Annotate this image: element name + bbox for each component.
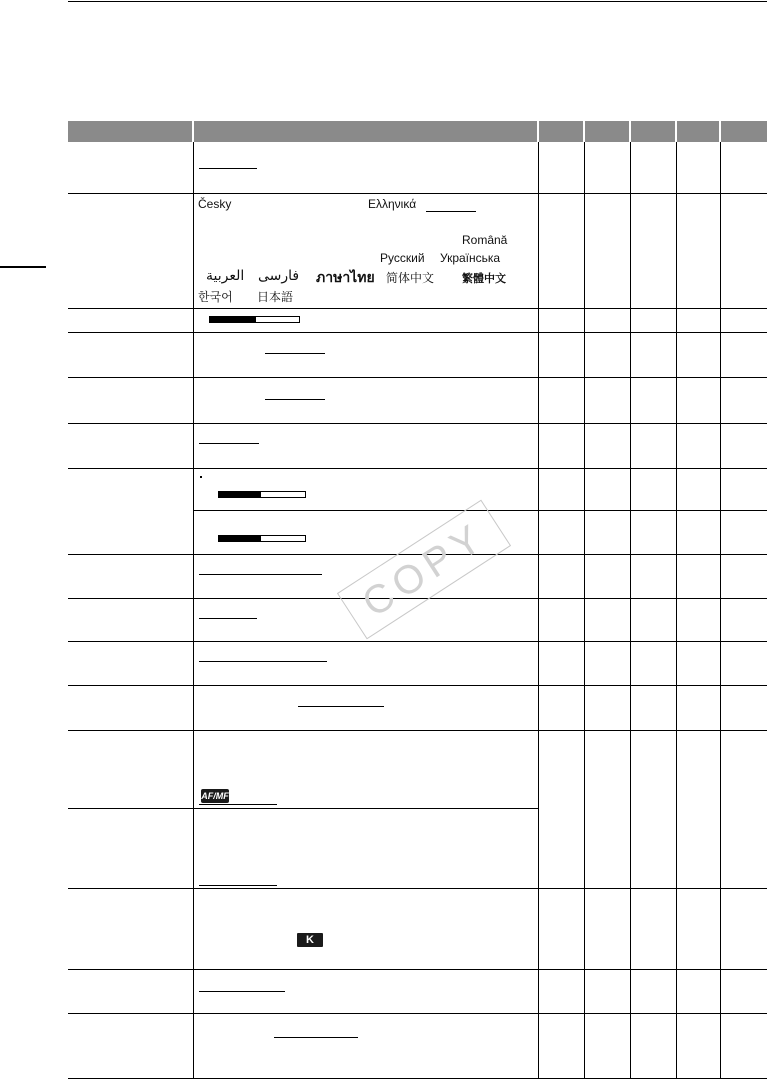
af-mf-icon: AF/MF: [201, 791, 229, 801]
header-cell-col-3: [631, 121, 675, 142]
side-tab-marker: [0, 266, 46, 268]
row-separator: [68, 888, 767, 889]
row-separator: [68, 193, 767, 194]
row-separator: [68, 808, 539, 809]
header-cell-menu-item: [68, 121, 192, 142]
default-value-underline: [426, 211, 476, 212]
default-value-underline: [265, 353, 325, 354]
column-divider: [720, 142, 721, 1079]
column-divider: [676, 142, 677, 1079]
top-rule: [68, 1, 767, 2]
default-value-underline: [265, 399, 325, 400]
header-cell-col-1: [539, 121, 583, 142]
default-value-underline: [199, 618, 257, 619]
level-bar-fill: [210, 317, 256, 322]
lang-option-japanese: 日本語: [257, 290, 294, 304]
level-bar-fill: [219, 536, 261, 541]
row-separator: [68, 1013, 767, 1014]
lang-option-traditional-chinese: 繁體中文: [462, 273, 506, 285]
column-divider: [538, 142, 539, 1079]
lang-option-russian: Русский: [380, 251, 425, 265]
column-divider: [630, 142, 631, 1079]
header-cell-col-2: [585, 121, 629, 142]
lang-option-simplified-chinese: 简体中文: [386, 271, 435, 285]
column-divider: [584, 142, 585, 1079]
lang-option-persian: فارسی: [258, 267, 300, 283]
default-value-underline: [199, 443, 259, 444]
row-separator: [68, 641, 767, 642]
default-value-underline: [199, 574, 322, 575]
default-value-underline: [199, 991, 285, 992]
row-separator: [68, 332, 767, 333]
lang-option-czech: Česky: [198, 197, 232, 211]
level-bar: [209, 316, 300, 323]
row-separator: [68, 423, 767, 424]
level-bar: [218, 535, 306, 542]
lang-option-thai: ภาษาไทย: [316, 269, 375, 285]
row-separator: [68, 685, 767, 686]
header-cell-setting-options: [194, 121, 537, 142]
row-separator: [68, 308, 767, 309]
default-value-underline: [298, 706, 384, 707]
copy-watermark: COPY: [337, 500, 511, 640]
marker-dot: [200, 476, 202, 478]
level-bar: [218, 491, 306, 498]
lang-option-korean: 한국어: [198, 290, 233, 304]
column-divider: [193, 142, 194, 1079]
row-separator: [68, 969, 767, 970]
level-bar-fill: [219, 492, 261, 497]
header-cell-col-5: [721, 121, 767, 142]
row-separator: [68, 468, 767, 469]
default-value-underline: [199, 804, 277, 805]
lang-option-greek: Ελληνικά: [368, 197, 417, 211]
k-icon: K: [297, 933, 323, 947]
row-separator: [68, 377, 767, 378]
default-value-underline: [199, 168, 257, 169]
lang-option-ukrainian: Українська: [440, 251, 501, 265]
default-value-underline: [199, 885, 277, 886]
header-cell-col-4: [677, 121, 719, 142]
default-value-underline: [274, 1037, 358, 1038]
lang-option-romanian: Română: [462, 233, 508, 247]
lang-option-arabic: العربية: [206, 267, 245, 283]
default-value-underline: [199, 661, 327, 662]
row-separator: [68, 730, 767, 731]
